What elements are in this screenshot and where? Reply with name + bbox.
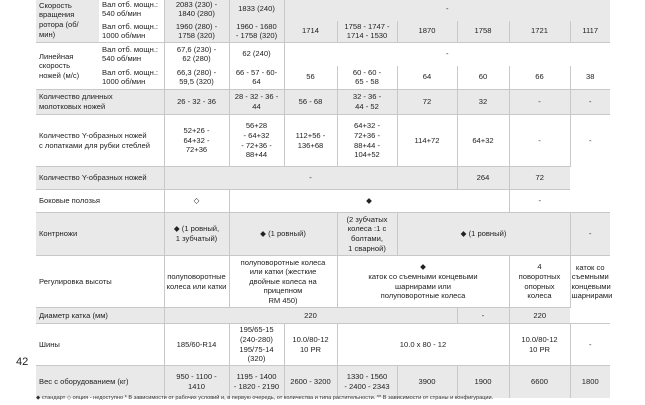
- page-number: 42: [16, 356, 29, 368]
- row-rotor-speed: [36, 0, 610, 21]
- table-cell: ◆ (1 ровный): [229, 213, 337, 256]
- table-cell: 2083 (230) - 1840 (280): [164, 0, 229, 21]
- table-cell: 56 - 68: [284, 90, 337, 115]
- row-label: Контрножи: [36, 213, 164, 256]
- table-cell: 67,6 (230) - 62 (280): [164, 43, 229, 66]
- table-cell: 60 - 60 - 65 - 58: [337, 66, 397, 90]
- table-cell: -: [509, 115, 570, 167]
- table-cell: 220: [509, 308, 570, 324]
- table-cell: 3900: [397, 366, 457, 398]
- table-cell: -: [457, 308, 509, 324]
- table-row: [36, 21, 610, 43]
- table-cell: каток со съемными концевыми шарнирами: [570, 256, 610, 308]
- row-label: Шины: [36, 324, 164, 366]
- row-knife-speed: [36, 43, 610, 66]
- table-cell: 1960 (280) - 1758 (320): [164, 21, 229, 43]
- table-cell: 1117: [570, 21, 610, 43]
- table-cell: (2 зубчатых колеса :1 с болтами, 1 сварной): [337, 213, 397, 256]
- table-cell: 1758 - 1747 - 1714 - 1530: [337, 21, 397, 43]
- table-cell: 1721: [509, 21, 570, 43]
- footnote: ◆ стандарт ◇ опция - недоступно * В зависимости от рабочих условий и, в первую очередь, от количества и типа растительности. ** В зависимости от страны и конфигурации.: [36, 395, 494, 401]
- table-cell: 28 - 32 - 36 - 44: [229, 90, 284, 115]
- table-cell: 1833 (240): [229, 0, 284, 21]
- table-cell: ◇: [164, 190, 229, 213]
- sub-label: Вал отб. мощн.: 1000 об/мин: [99, 66, 164, 90]
- table-cell: 72: [509, 167, 570, 190]
- table-cell: 6600: [509, 366, 570, 398]
- table-cell: 32: [457, 90, 509, 115]
- sub-label: Вал отб. мощн.: 1000 об/мин: [99, 21, 164, 43]
- row-height-adjustment: [36, 256, 610, 308]
- table-cell: ◆: [229, 190, 509, 213]
- table-cell: -: [570, 324, 610, 366]
- table-cell: 1900: [457, 366, 509, 398]
- table-cell: 1758: [457, 21, 509, 43]
- table-cell: -: [284, 43, 610, 66]
- row-label: Количество длинных молотковых ножей: [36, 90, 164, 115]
- table-cell: 1714: [284, 21, 337, 43]
- table-cell: 4 поворотных опорных колеса: [509, 256, 570, 308]
- sub-label: Вал отб. мощн.: 540 об/мин: [99, 0, 164, 21]
- row-tyres: [36, 324, 610, 366]
- table-cell: полуповоротные колеса или катки: [164, 256, 229, 308]
- table-cell: ◆ каток со съемными концевыми шарнирами или полуповоротные колеса: [337, 256, 509, 308]
- table-cell: 66 - 57 - 60- 64: [229, 66, 284, 90]
- table-cell: -: [164, 167, 457, 190]
- row-label: Количество Y-образных ножей: [36, 167, 164, 190]
- table-cell: 64: [397, 66, 457, 90]
- table-cell: -: [570, 213, 610, 256]
- row-label: Количество Y-образных ножей с лопатками для рубки стеблей: [36, 115, 164, 167]
- row-side-skids: [36, 190, 610, 213]
- table-cell: 1195 - 1400 - 1820 - 2190: [229, 366, 284, 398]
- table-row: [36, 66, 610, 90]
- table-cell: 264: [457, 167, 509, 190]
- row-label: Скорость вращения ротора (об/ мин): [36, 0, 99, 43]
- sub-label: Вал отб. мощн.: 540 об/мин: [99, 43, 164, 66]
- row-y-knives-blades: [36, 115, 610, 167]
- table-cell: 1800: [570, 366, 610, 398]
- row-label: Вес с оборудованием (кг): [36, 366, 164, 398]
- row-label: Регулировка высоты: [36, 256, 164, 308]
- table-cell: 32 - 36 - 44 - 52: [337, 90, 397, 115]
- table-cell: 66,3 (280) - 59,5 (320): [164, 66, 229, 90]
- table-cell: 38: [570, 66, 610, 90]
- table-cell: -: [509, 190, 570, 213]
- table-cell: 72: [397, 90, 457, 115]
- table-cell: 1870: [397, 21, 457, 43]
- table-cell: 64+32 - 72+36 - 88+44 - 104+52: [337, 115, 397, 167]
- table-cell: 112+56 - 136+68: [284, 115, 337, 167]
- table-cell: 62 (240): [229, 43, 284, 66]
- table-cell: 185/60-R14: [164, 324, 229, 366]
- row-long-knives: [36, 90, 610, 115]
- table-cell: 26 - 32 - 36: [164, 90, 229, 115]
- table-cell: 10.0/80-12 10 PR: [284, 324, 337, 366]
- table-cell: 52+26 - 64+32 - 72+36: [164, 115, 229, 167]
- spec-table: [36, 0, 613, 398]
- row-label: Диаметр катка (мм): [36, 308, 164, 324]
- row-y-knives: [36, 167, 610, 190]
- table-cell: полуповоротные колеса или катки (жесткие двойные колеса на прицепном RM 450): [229, 256, 337, 308]
- table-cell: 10.0 x 80 - 12: [337, 324, 509, 366]
- table-cell: ◆ (1 ровный, 1 зубчатый): [164, 213, 229, 256]
- table-cell: 1960 - 1680 - 1758 (320): [229, 21, 284, 43]
- table-cell: 10.0/80-12 10 PR: [509, 324, 570, 366]
- row-counter-knives: [36, 213, 610, 256]
- row-roller-diameter: [36, 308, 610, 324]
- table-cell: 60: [457, 66, 509, 90]
- table-cell: -: [284, 0, 610, 21]
- row-label: Линейная скорость ножей (м/с): [36, 43, 99, 90]
- table-cell: 64+32: [457, 115, 509, 167]
- row-weight: [36, 366, 610, 398]
- table-cell: 195/65-15 (240-280) 195/75-14 (320): [229, 324, 284, 366]
- table-cell: 66: [509, 66, 570, 90]
- table-cell: 56+28 - 64+32 - 72+36 - 88+44: [229, 115, 284, 167]
- table-cell: ◆ (1 ровный): [397, 213, 570, 256]
- table-cell: 56: [284, 66, 337, 90]
- table-cell: 220: [164, 308, 457, 324]
- table-cell: 1330 - 1560 - 2400 - 2343: [337, 366, 397, 398]
- table-cell: -: [509, 90, 570, 115]
- table-cell: 950 - 1100 - 1410: [164, 366, 229, 398]
- table-cell: 114+72: [397, 115, 457, 167]
- row-label: Боковые полозья: [36, 190, 164, 213]
- table-cell: -: [570, 90, 610, 115]
- table-cell: -: [570, 115, 610, 167]
- table-cell: 2600 - 3200: [284, 366, 337, 398]
